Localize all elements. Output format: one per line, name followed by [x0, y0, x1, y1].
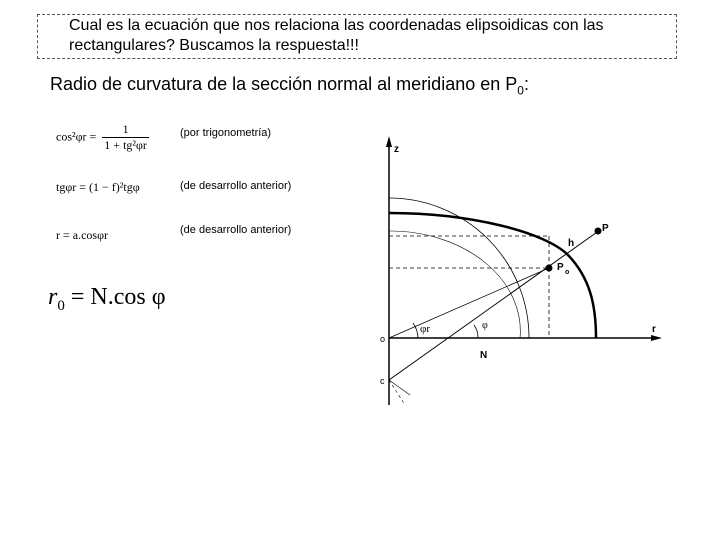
phi-label: φ — [482, 320, 488, 331]
formula-trig-lhs: cos²φr = — [56, 129, 97, 144]
point-p-label: P — [602, 223, 609, 234]
c-dashed — [389, 380, 405, 405]
section-heading — [50, 74, 529, 98]
point-p-marker — [595, 228, 602, 235]
formula-trig-numerator: 1 — [102, 122, 149, 138]
formula-trig — [56, 122, 152, 153]
result-formula — [48, 284, 166, 315]
point-po-sub: o — [565, 269, 570, 276]
center-label: c — [380, 376, 385, 386]
normal-label: N — [480, 350, 488, 361]
formula-trig-denominator: 1 + tg²φr — [104, 138, 147, 152]
r-axis-label: r — [652, 324, 656, 335]
question-box — [37, 14, 677, 59]
radius-line — [389, 268, 549, 338]
normal-line — [389, 230, 600, 380]
point-po-label: P — [557, 262, 564, 273]
formula-trig-fraction — [102, 122, 149, 153]
phi-arc — [474, 325, 478, 338]
phi-r-label: φr — [420, 323, 431, 335]
height-label: h — [568, 238, 575, 249]
r-axis-arrow — [651, 335, 662, 341]
note-trig: (por trigonometría) — [180, 127, 272, 139]
formula-radius: r = a.cosφr — [56, 228, 109, 242]
origin-label: o — [380, 334, 386, 344]
result-rhs: = N.cos φ — [70, 284, 166, 310]
note-tangent: (de desarrollo anterior) — [180, 180, 292, 192]
result-lhs: r — [48, 284, 58, 310]
heading-suffix: : — [523, 74, 529, 94]
inner-arc — [389, 231, 520, 338]
heading-subscript: 0 — [517, 83, 524, 98]
formula-tangent: tgφr = (1 − f)²tgφ — [56, 180, 140, 194]
ellipse-diagram — [360, 128, 670, 413]
heading-text: Radio de curvatura de la sección normal al meridiano en P — [50, 74, 518, 94]
point-po-marker — [546, 265, 553, 272]
note-radius: (de desarrollo anterior) — [180, 224, 292, 236]
question-text: Cual es la ecuación que nos relaciona las coordenadas elipsoidicas con las rectangulares? Buscamos la respuesta!!! — [69, 17, 604, 54]
z-axis-label: z — [394, 144, 399, 155]
lower-tick — [389, 380, 410, 395]
result-lhs-sub: 0 — [57, 297, 65, 314]
z-axis-arrow — [386, 136, 392, 147]
